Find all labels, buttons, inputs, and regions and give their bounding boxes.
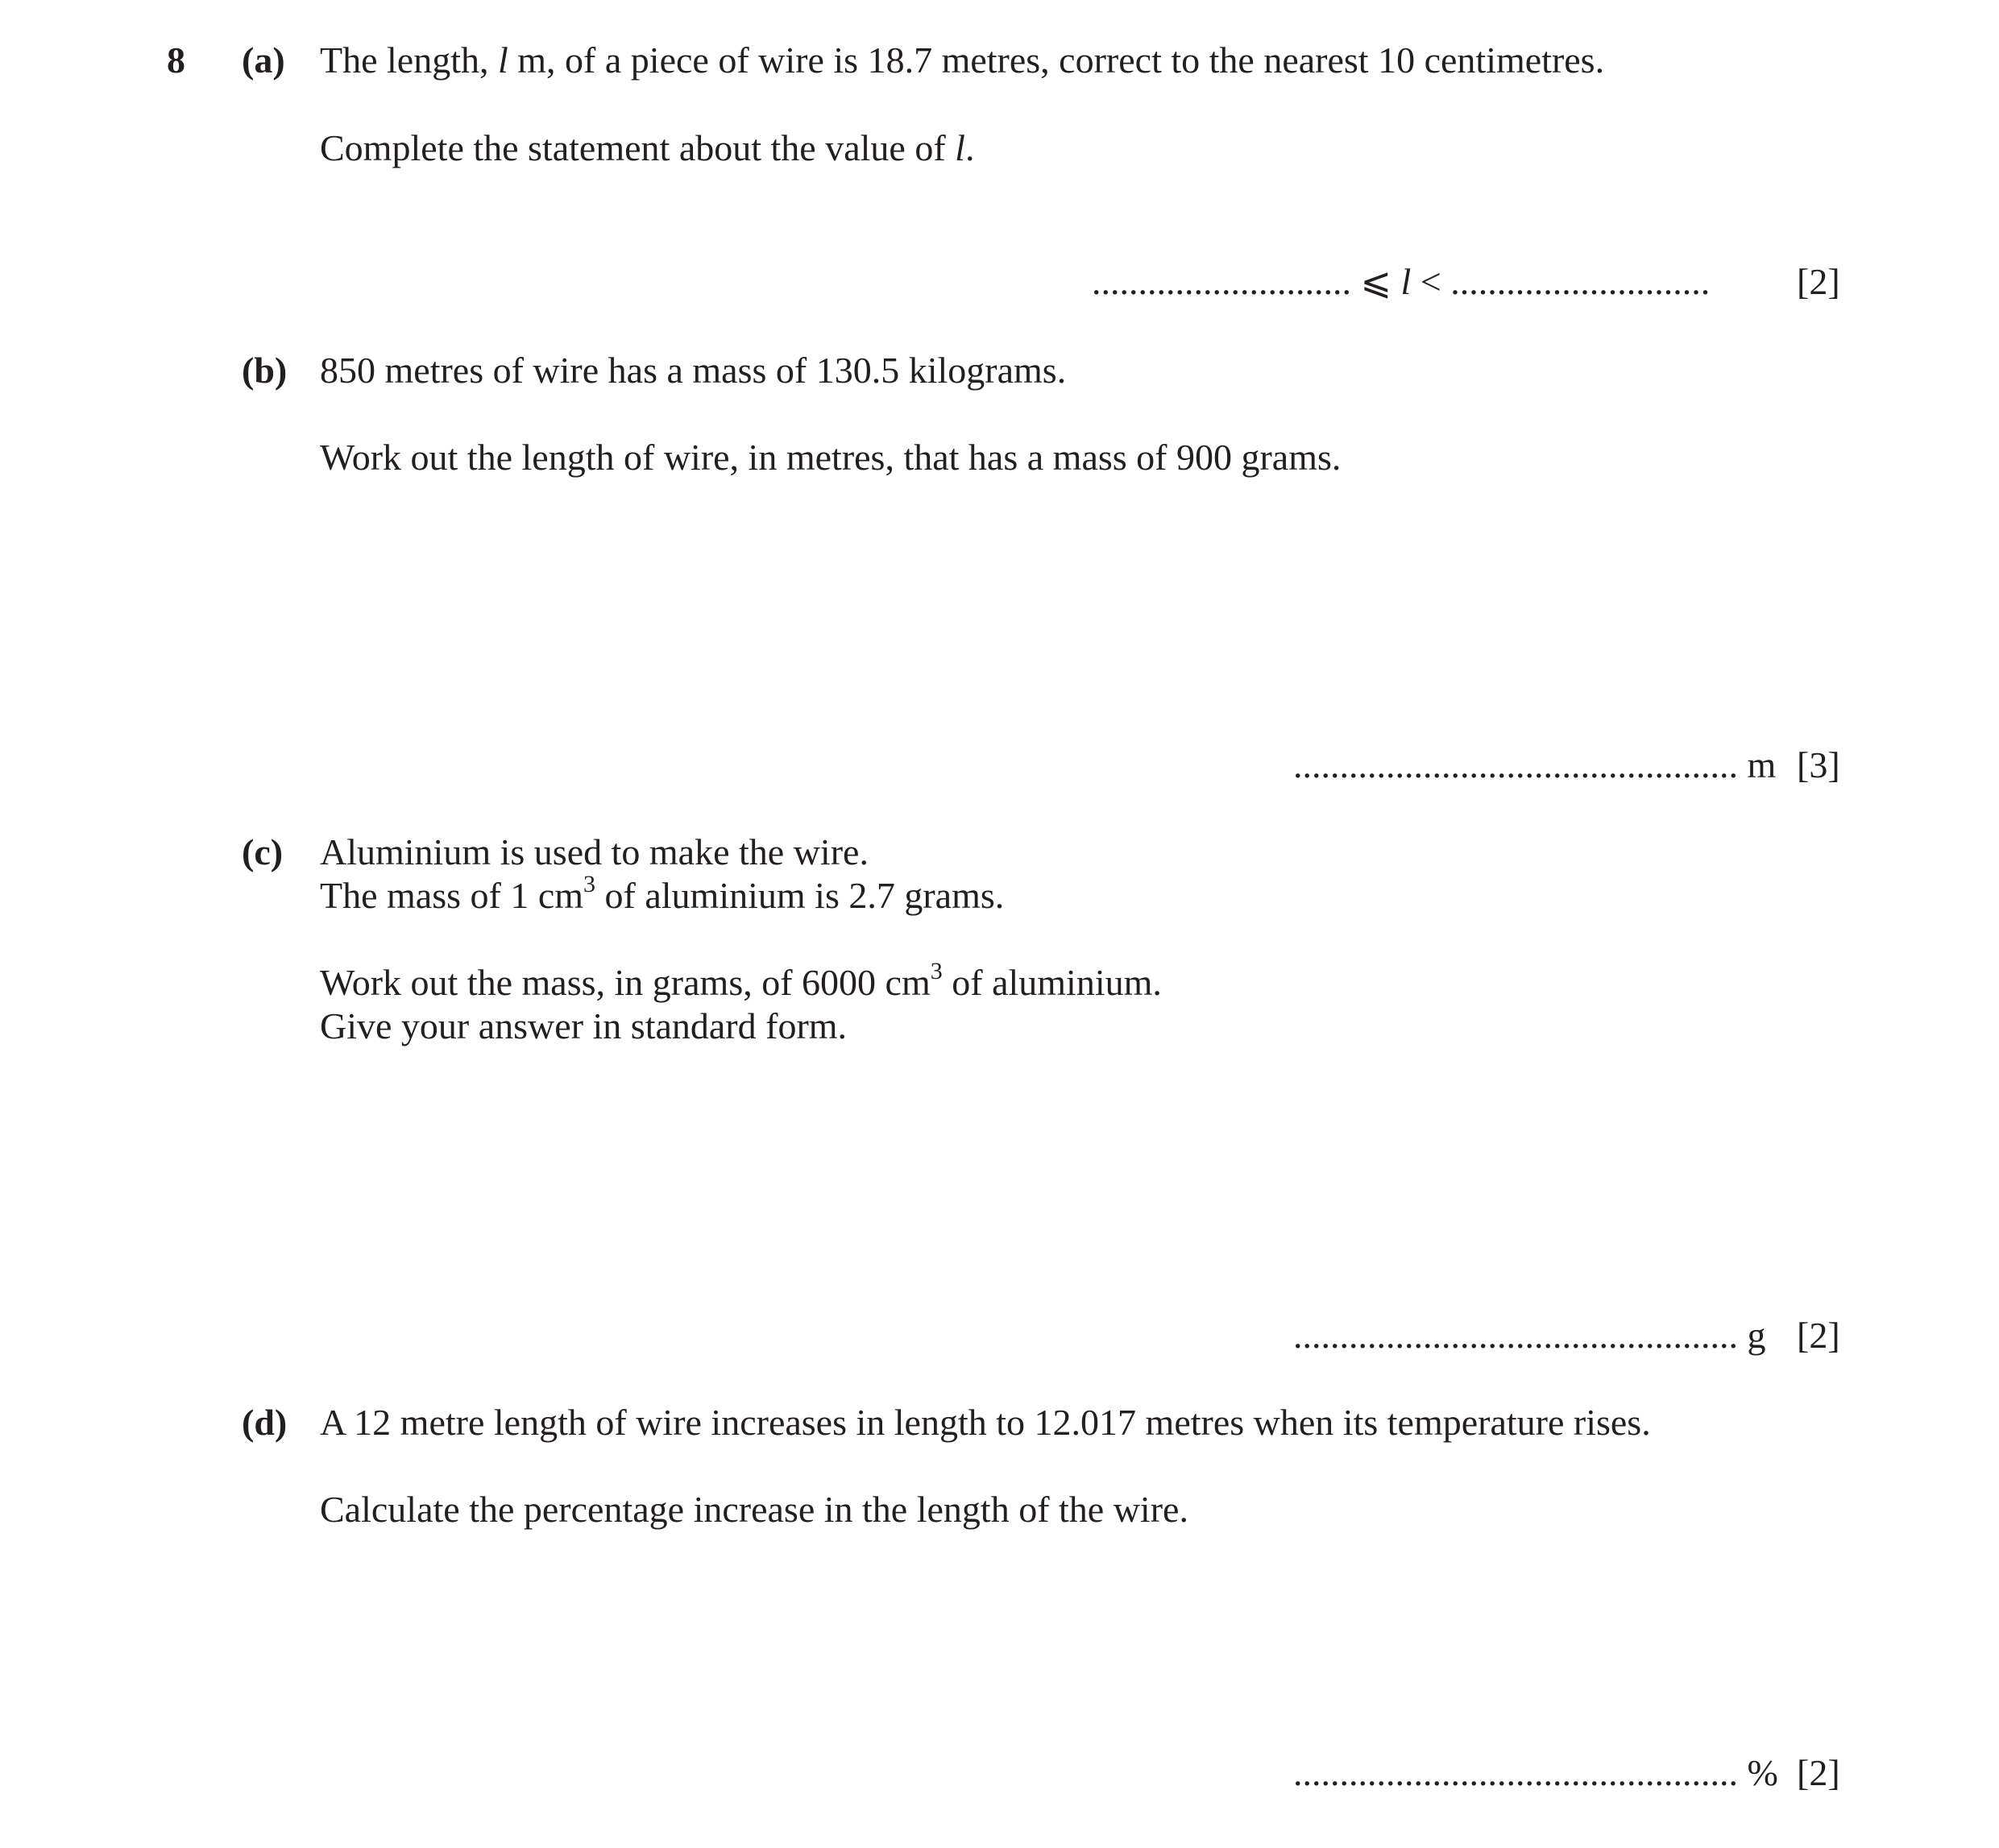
part-a-marks: [2] bbox=[1797, 261, 1840, 302]
part-d-marks: [2] bbox=[1797, 1752, 1840, 1793]
part-c-answer-line[interactable]: ................................................ g bbox=[1293, 1315, 1766, 1356]
part-d-line2: Calculate the percentage increase in the length of the wire. bbox=[320, 1489, 1188, 1530]
part-b-label: (b) bbox=[242, 350, 288, 391]
part-c-line3: Work out the mass, in grams, of 6000 $cm^3$ of aluminium. bbox=[320, 958, 1162, 1003]
part-d-answer-line[interactable]: ................................................ % bbox=[1293, 1752, 1778, 1793]
part-c-line1: Aluminium is used to make the wire. bbox=[320, 831, 869, 872]
part-b-line1: 850 metres of wire has a mass of 130.5 kilograms. bbox=[320, 350, 1067, 391]
part-b-marks: [3] bbox=[1797, 744, 1840, 785]
part-a-line1: The length, l m, of a piece of wire is 18.7 metres, correct to the nearest 10 centimetres. bbox=[320, 39, 1605, 81]
part-b-answer-line[interactable]: ................................................ m bbox=[1293, 744, 1777, 785]
part-a-line2: Complete the statement about the value of l. bbox=[320, 127, 975, 168]
part-c-line4: Give your answer in standard form. bbox=[320, 1005, 848, 1046]
part-a-label: (a) bbox=[242, 39, 285, 81]
part-d-line1: A 12 metre length of wire increases in length to 12.017 metres when its temperature rises. bbox=[320, 1402, 1651, 1443]
part-b-line2: Work out the length of wire, in metres, that has a mass of 900 grams. bbox=[320, 437, 1342, 478]
part-d-label: (d) bbox=[242, 1402, 288, 1443]
part-a-answer-line[interactable]: ............................ ⩽ l < ............................ bbox=[1092, 261, 1711, 302]
part-c-marks: [2] bbox=[1797, 1315, 1840, 1356]
part-c-label: (c) bbox=[242, 831, 284, 872]
part-c-line2: The mass of 1 $cm^3$ of aluminium is 2.7 grams. bbox=[320, 871, 1005, 916]
question-number: 8 bbox=[167, 39, 185, 81]
